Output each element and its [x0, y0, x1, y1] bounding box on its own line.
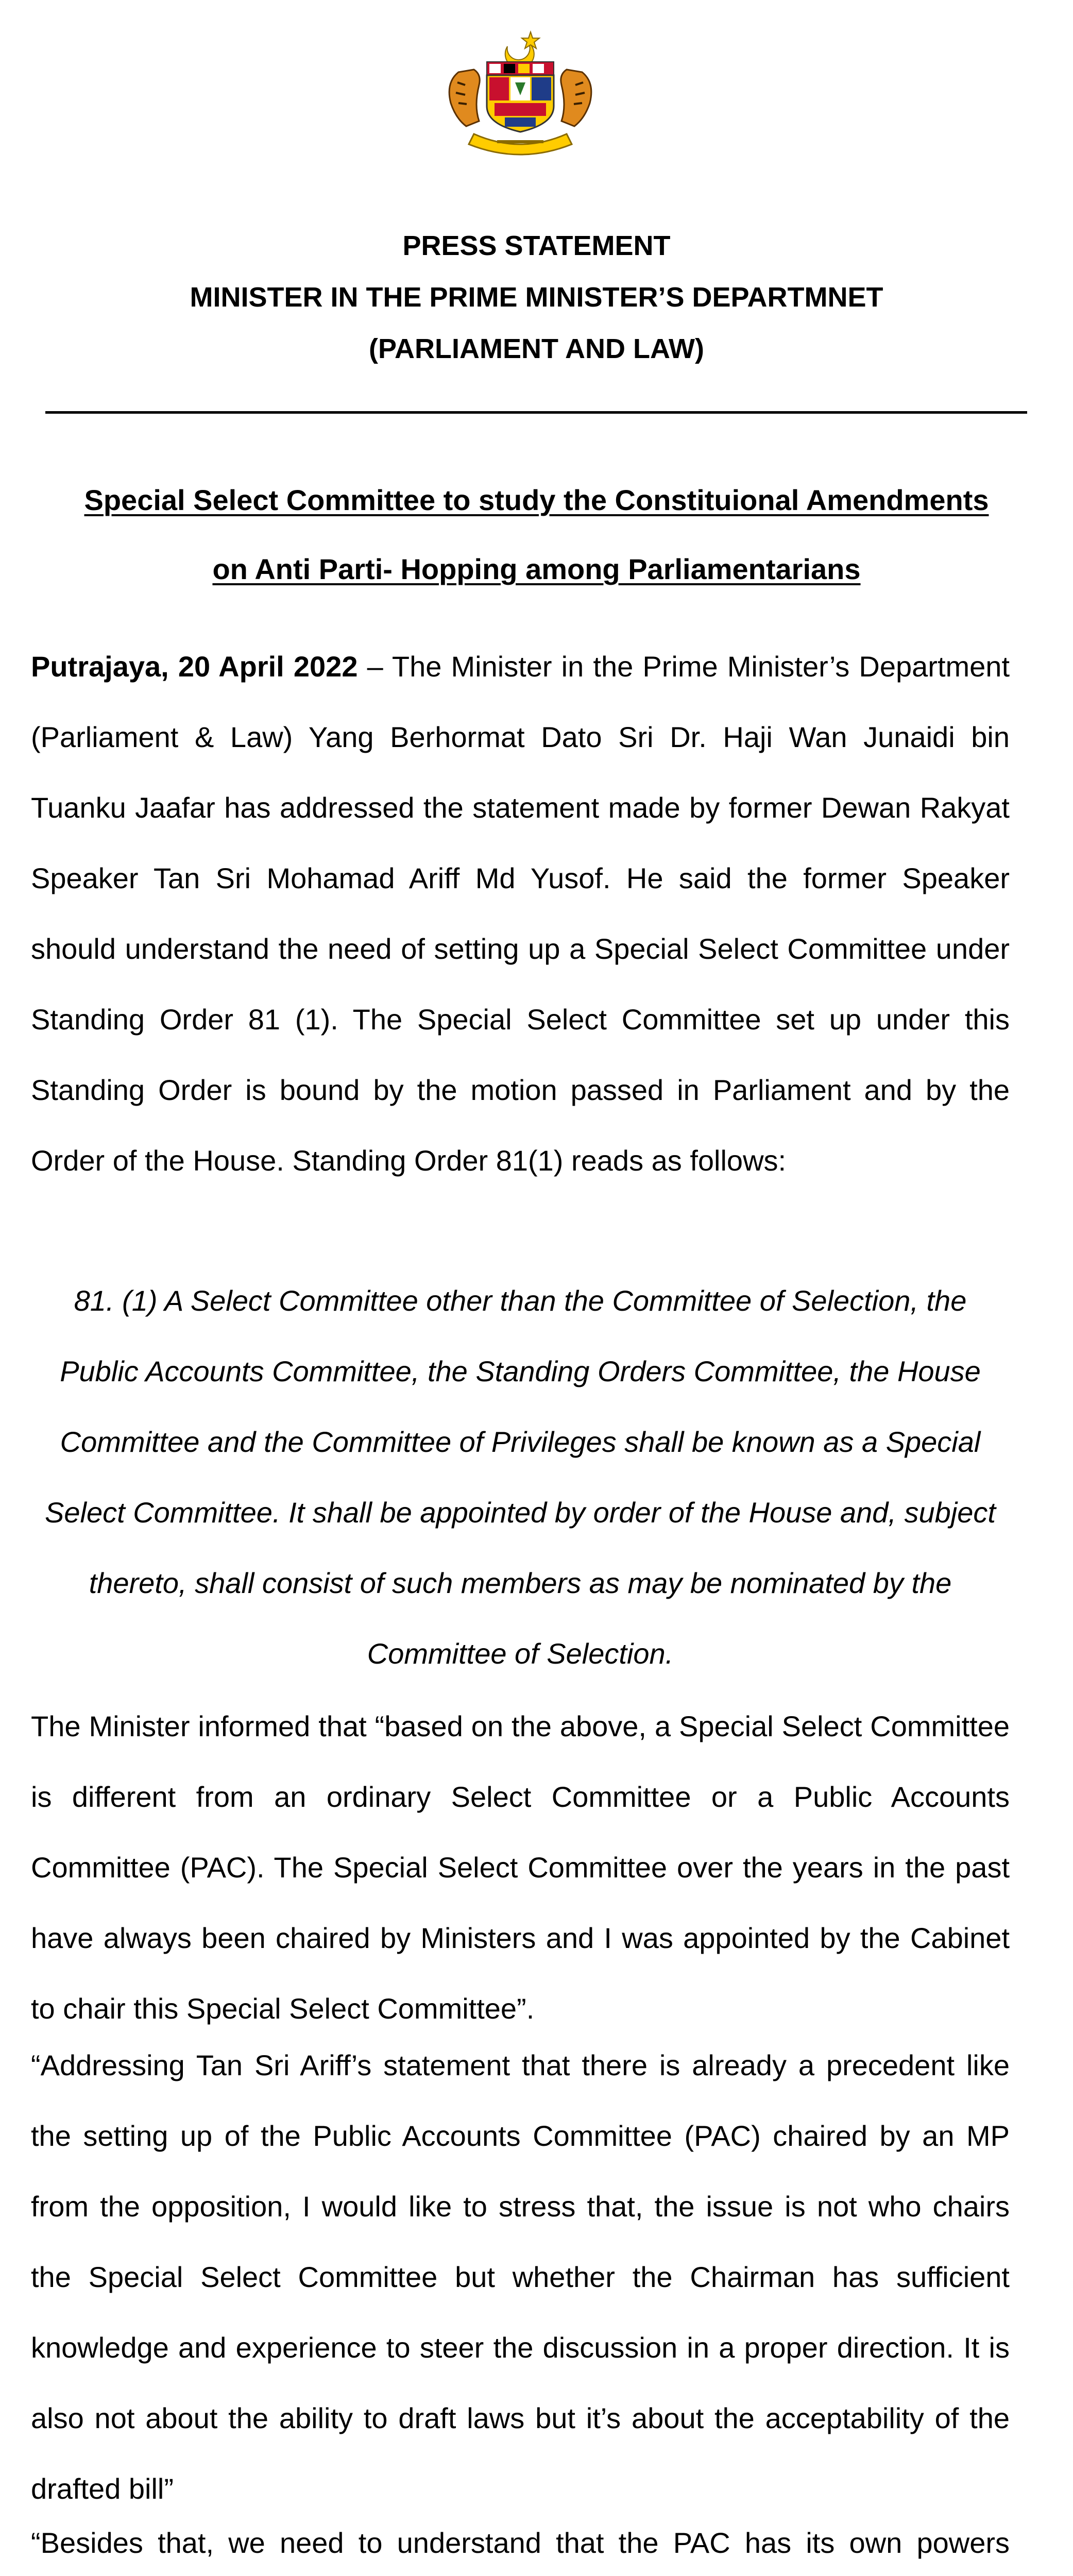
press-statement-label: PRESS STATEMENT	[402, 230, 671, 261]
header-divider	[45, 411, 1027, 414]
headline-line-1: Special Select Committee to study the Constituional Amendments	[84, 484, 989, 516]
coat-of-arms-icon	[438, 26, 603, 160]
paragraph-addressing-ariff: “Addressing Tan Sri Ariff’s statement that there is already a precedent like the setting up of the Public Accounts Committee (PAC) chaired by an MP from the opposition, I would like to stress that, the issue is not who chairs the Special Select Committee but whether the Chairman has sufficient knowledge and experience to steer the discussion in a proper direction. It is also not about the ability to draft laws but it’s about the acceptability of the drafted bill”	[31, 2049, 1010, 2505]
paragraph-minister-informed: The Minister informed that “based on the above, a Special Select Committee is different from an ordinary Select Committee or a Public Accounts Committee (PAC). The Special Select Committee over the years in the past have always been chaired by Ministers and I was appointed by the Cabinet to chair this Special Select Committee”.	[31, 1710, 1010, 2025]
department-name: (PARLIAMENT AND LAW)	[369, 333, 704, 364]
ministry-name: MINISTER IN THE PRIME MINISTER’S DEPARTMNET	[190, 282, 883, 313]
paragraph-intro-text: – The Minister in the Prime Minister’s Department (Parliament & Law) Yang Berhormat Dato Sri Dr. Haji Wan Junaidi bin Tuanku Jaafar has addressed the statement made by former Dewan Rakyat Speaker Tan Sri Mohamad Ariff Md Yusof. He said the former Speaker should understand the need of setting up a Special Select Committee under Standing Order 81 (1). The Special Select Committee set up under this Standing Order is bound by the motion passed in Parliament and by the Order of the House. Standing Order 81(1) reads as follows:	[31, 650, 1010, 1177]
dateline: Putrajaya, 20 April 2022	[31, 650, 358, 683]
headline-line-2: on Anti Parti- Hopping among Parliamentarians	[212, 553, 861, 585]
standing-order-quote: 81. (1) A Select Committee other than the Committee of Selection, the Public Accounts Committee, the Standing Orders Committee, the House Committee and the Committee of Privileges shall be known as a Special Select Committee. It shall be appointed by order of the House and, subject thereto, shall consist of such members as may be nominated by the Committee of Selection.	[45, 1284, 996, 1670]
paragraph-intro	[31, 631, 1010, 1196]
paragraph-pac-powers: “Besides that, we need to understand that the PAC has its own powers	[31, 2527, 1010, 2559]
